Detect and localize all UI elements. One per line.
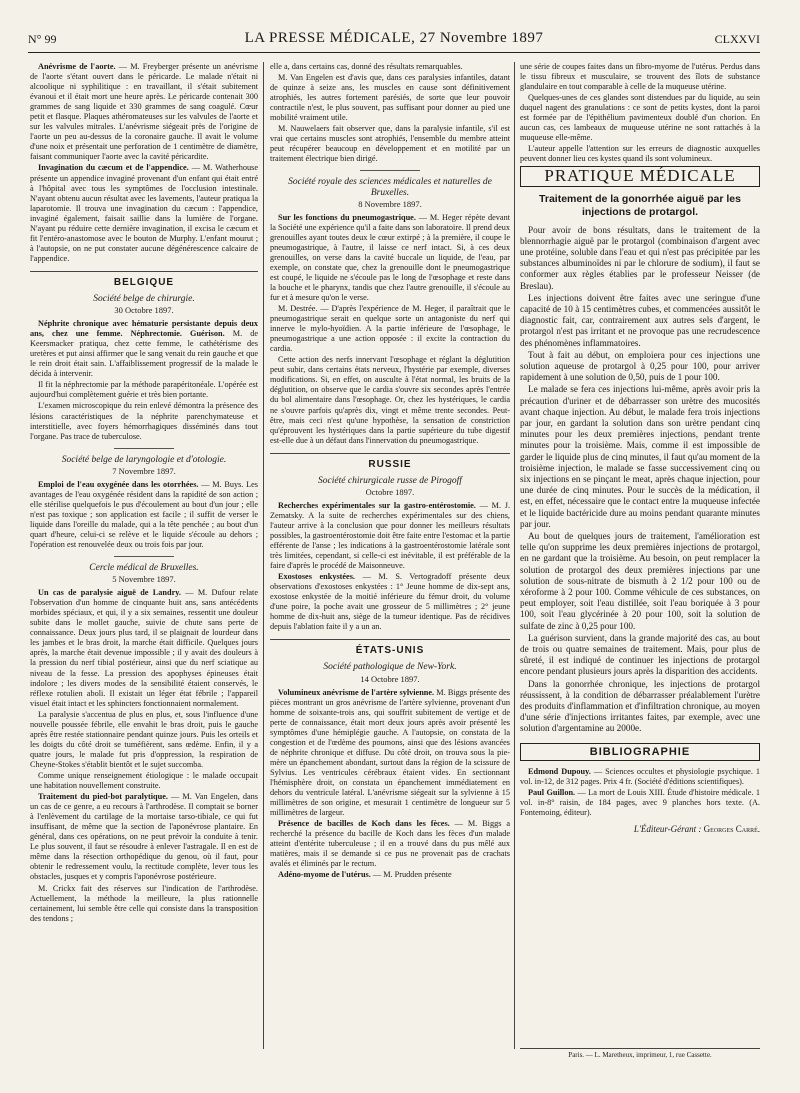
paragraph: L'examen microscopique du rein enlevé démontra la présence des lésions caractéristiques de la néphrite parenchymateuse et interstitielle, avec foyers hémorrhagiques disséminés dans tout l'organe. Pas trace de tuberculose. [30,401,258,441]
section-heading-pratique-medicale: PRATIQUE MÉDICALE [520,166,760,186]
society-name: Société pathologique de New-York. [323,662,457,673]
article-title: Adéno-myome de l'utérus. [278,870,371,880]
paragraph: Le malade se fera ces injections lui-même, après avoir pris la précaution d'uriner et de débarrasser son urètre des mucosités avant chaque injection. Au début, le malade fera trois injections par jour, en gardant la solution dans son urètre pendant cinq minutes pour les deux premières injections, pendant trente minutes pour la troisième. Mais, comme il est impossible de garder le liquide plus de cinq minutes, il faut qu'au moment de la troisième injection, le malade se fasse successivement cinq ou six injections en se pinçant le meat, après chaque injection, pour une durée de cinq minutes. Pour le succès de la médication, il est, en effet, nécessaire que le contact entre la muqueuse infectée et le liquide bactéricide dure au moins pendant quarante minutes par jour. [520,384,760,529]
article [30,319,258,379]
issue-number: N° 99 [28,32,57,46]
article [30,62,258,162]
section-heading-russie: RUSSIE [270,453,510,470]
article-title: Néphrite chronique avec hématurie persistante depuis deux ans, chez une femme. Néphrectomie. Guérison. [30,319,258,339]
society-name: Cercle médical de Bruxelles. [89,563,199,574]
paragraph: M. Crickx fait des réserves sur l'indication de l'arthrodèse. Actuellement, la méthode la meilleure, la plus rationnelle certainement, lui semble être celle qui consiste dans la transposition des tendons ; [30,883,258,923]
section-heading-belgique: BELGIQUE [30,271,258,288]
article-text: — M. Van Engelen, dans un cas de ce genre, a eu recours à l'arthrodèse. Il comptait se borner à l'enlèvement du cartilage de la mortaise tarso-tibiale, ce qui fut insuffisant, de même que la section de l'aponévrose plantaire. En général, dans ces opérations, on ne peut prévoir la conduite à tenir. Le plus souvent, il faut se résoudre à enlever l'astragale. Il en est de même dans la résection orthopédique du genou, où il faut, pour obtenir le redressement voulu, la rectitude complète, lever tous les obstacles, jusques et y compris l'aponévrose postérieure. [30,792,258,882]
article [270,870,510,880]
paragraph: L'auteur appelle l'attention sur les erreurs de diagnostic auxquelles peuvent donner lieu ces kystes quand ils sont volumineux. [520,144,760,164]
column-1 [30,62,258,1047]
publisher-signature [520,824,760,834]
article [30,480,258,550]
gerant-label: L'Éditeur-Gérant : [633,823,702,834]
article-title: Sur les fonctions du pneumogastrique. [278,212,416,222]
article [30,163,258,263]
article [270,819,510,869]
article [270,572,510,632]
article-text: — M. Prudden présente [372,870,452,880]
article-text: — M. Freyberger présente un anévrisme de l'aorte s'étant ouvert dans le péricarde. Le malade n'était ni alcoolique ni syphilitique : en travaillant, il s'était subitement évanoui et il était mort une heure après. Le péricarde contenait 300 grammes de sang liquide et 330 grammes de sang coagulé. Cœur petit et flasque. Plaques athéromateuses sur les valvules de l'aorte et sur les valvules mitrales. L'anévrisme siégeait près de l'origine de l'aorte un peu au-dessus de la coronaire gauche. Il avait le volume d'une noix et présentait une perforation de 1 centimètre de diamètre, faisant communiquer l'aorte avec la cavité péricardite. [30,62,258,162]
session-date: 7 Novembre 1897. [112,465,176,476]
society-name: Société belge de chirurgie. [93,293,195,304]
session-date: 5 Novembre 1897. [112,574,176,585]
paragraph: M. Nauwelaers fait observer que, dans la paralysie infantile, s'il est vrai que certains muscles sont atrophiés, l'ensemble du membre atteint peut récupérer beaucoup en développement et en motilité par un traitement électrique bien dirigé. [270,124,510,164]
entry-author: Paul Guillon. [528,787,576,797]
paragraph: Au bout de quelques jours de traitement, l'amélioration est telle qu'on supprime les deux premières injections de protargol, en ne gardant que la troisième. Au besoin, on peut remplacer la solution de protargol des deux premières injections par une solution de sous-nitrate de bismuth à 2 1/2 pour 100 ou de xéroforme à 2 pour 100. Comme véhicule de ces substances, on peut employer, soit l'eau distillée, soit l'eau boriquée à 3 pour 100, soit l'eau glycérinée à 20 pour 100, soit la solution de sulfate de zinc à 0,25 pour 100. [520,531,760,631]
article-title: Exostoses enkystées. [278,572,355,582]
column-3 [520,62,760,1047]
article-text: — M. Biggs a recherché la présence du bacille de Koch dans les fèces d'un malade atteint d'entérite tuberculeuse ; il en a trouvé dans du pus mêlé aux matières, mais il se demande si ce pus ne provenait pas de crachats avalés et éliminés par le rectum. [270,819,510,869]
column-divider [263,62,264,1049]
society-name: Société chirurgicale russe de Pirogoff [318,475,462,486]
article-title: Emploi de l'eau oxygénée dans les otorrhées. [38,479,199,489]
article [30,792,258,882]
paragraph: Comme unique renseignement étiologique : le malade occupait une habitation nouvellement construite. [30,771,258,791]
article-text: — M. J. Zematsky. A la suite de recherches expérimentales sur des chiens, l'auteur arrive à la conclusion que pour donner les meilleurs résultats possibles, la gastroentérostomie doit être faite entre l'estomac et la partie efférente de l'anse ; les indications à la gastroentérostomie latérale sont très limitées, cependant, si celle-ci est inévitable, il est préférable de la faire d'après le procédé de Maisonneuve. [270,500,510,571]
paragraph: elle a, dans certains cas, donné des résultats remarquables. [270,62,463,71]
page-number: CLXXVI [714,32,760,46]
article-title: Présence de bacilles de Koch dans les fèces. [278,819,450,829]
article-title: Un cas de paralysie aiguë de Landry. [38,588,181,598]
journal-title: LA PRESSE MÉDICALE, 27 Novembre 1897 [244,30,544,46]
paragraph: La paralysie s'accentua de plus en plus, et, sous l'influence d'une nouvelle poussée fébrile, elle envahit le bras droit, puis le gauche après être restée stationnaire pendant quinze jours. Puis les orteils et les doigts du côté droit se tuméfièrent, sans œdème. Enfin, il y a quatre jours, le malade fut pris d'oppression, la respiration de Cheyne-Stokes s'établit bientôt et le sujet succomba. [30,709,258,769]
article-text: — M. Dufour relate l'observation d'un homme de cinquante huit ans, sans antécédents morbides spéciaux, et qui, il y a six semaines, ressentit une douleur subite dans le mollet gauche, suivie de chute sans perte de connaissance. Deux jours plus tard, il se plaignait de lourdeur dans les jambes et le bras droit, la marche était difficile. Quelques jours après, la marche était devenue impossible ; il y avait des douleurs à la pression du nerf tibial postérieur, ainsi que du nerf sciatique au niveau de la fesse. La pression des apophyses épineuses était indolore ; les divers modes de la sensibilité étaient conservés, le réflexe rotulien aboli. Il existait un léger état fébrile ; l'appareil visuel était intact et les sphincters fonctionnaient normalement. [30,588,258,708]
paragraph: M. Van Engelen est d'avis que, dans ces paralysies infantiles, datant de quinze à seize ans, les muscles en cause sont définitivement atrophiés, les autres fortement parésiés, de sorte que leur pouvoir contractile n'est, le plus souvent, pas suffisant pour donner au pied une mobilité vraiment utile. [270,73,510,123]
article [270,501,510,571]
article-text: M. Biggs présente des pièces montrant un gros anévrisme de l'artère sylvienne, provenant d'un homme de soixante-trois ans, qui souffrit subitement de vertige et de perte de connaissance, était mort deux jours après avoir présenté les symptômes d'une hémiplégie gauche. A l'autopsie, on constata de la congestion et de l'œdème des poumons, ainsi que des lésions avancées de néphrite chronique et diffuse. Du côté droit, on trouva sous la pie-mère un épanchement abondant, surtout dans la région de la scissure de Sylvius. Les ventricules cérébraux étaient vides. En sectionnant l'hémisphère droit, on constata un épanchement immédiatement en dehors du ventricule latéral. L'anévrisme siégeait sur la sylvienne à 15 millimètres de son origine, et mesurait 1 centimètre de longueur sur 5 millimètres de largeur. [270,687,510,818]
page-header [28,30,760,53]
society-name: Société belge de laryngologie et d'otologie. [61,454,227,465]
separator [360,170,420,171]
session-date: 8 Novembre 1897. [358,198,422,209]
entry-text: — Sciences occultes et physiologie psychique. 1 vol. in-12, de 312 pages. Prix 4 fr. (Société d'éditions scientifiques). [520,766,760,786]
session-date: 30 Octobre 1897. [114,305,174,316]
article [270,688,510,819]
article-text: — M. S. Vertogradoff présente deux observations d'exostoses enkystées : 1° Jeune homme de dix-sept ans, exostose enkystée de la moitié inférieure du fémur droit, du volume d'une poire, la poche avait une grosseur de 5 millimètres ; 2° jeune homme de dix-huit ans, siège de la tumeur identique. Pas de récidives depuis l'ablation faite il y a un an. [270,572,510,632]
article-heading: Traitement de la gonorrhée aiguë par les injections de protargol. [539,192,741,218]
session-date: 14 Octobre 1897. [360,673,420,684]
section-heading-etats-unis: ÉTATS-UNIS [270,639,510,656]
paragraph: Tout à fait au début, on emploiera pour ces injections une solution aqueuse de protargol à 0,25 pour 100, pour arriver rapidement à une solution de 0,50, puis de 1 pour 100. [520,349,760,383]
separator [114,556,174,557]
bibliography-entry [520,767,760,787]
paragraph: Cette action des nerfs innervant l'œsophage et réglant la déglutition peut subir, dans certains états nerveux, l'hystérie par exemple, diverses modifications. Si, en effet, on ausculte à l'état normal, les bruits de la déglutition, on observe que le cardia s'ouvre six secondes après l'entrée du bol alimentaire dans l'œsophage. Or, chez les hystériques, le cardia ne s'ouvre parfois qu'après dix, vingt et même trente secondes. Peut-être, mais ceci n'est qu'une hypothèse, la sensation de constriction qu'éprouvent les hystériques dans la partie supérieure du tube digestif est-elle due à un défaut dans l'innervation du pneumogastrique. [270,355,510,445]
paragraph: une série de coupes faites dans un fibro-myome de l'utérus. Perdus dans le tissu fibreux et musculaire, se trouvent des îlots de substance glandulaire en tout comparable à celle de la muqueuse utérine. [520,62,760,92]
article-text: — M. Heger répète devant la Société une expérience qu'il a faite dans son laboratoire. Il prend deux grenouilles ayant toutes deux le cœur extirpé ; à la première, il coupe le pneumogastrique, à l'autre, il laisse ce nerf intact. Si, à ces deux grenouilles, on verse dans la cavité buccale un liquide, de l'eau, par exemple, on constate que, chez la grenouille dont le pneumogastrique est coupé, le liquide ne s'écoule pas le long de l'œsophage et reste dans la bouche et le pharynx, tandis que chez l'autre grenouille, il s'écoule au fur et à mesure qu'on le verse. [270,212,510,302]
entry-text: — La mort de Louis XIII. Étude d'histoire médicale. 1 vol. in-8° raisin, de 184 pages, avec 9 planches hors texte. (A. Fontemoing, éditeur). [520,787,760,817]
separator [114,448,174,449]
gerant-name: Georges Carré. [703,823,760,834]
article [30,588,258,709]
article-title: Recherches expérimentales sur la gastro-entérostomie. [278,500,476,510]
paragraph: Il fit la néphrectomie par la méthode parapéritonéale. L'opérée est aujourd'hui complètement guérie et très bien portante. [30,380,258,400]
paragraph: La guérison survient, dans la grande majorité des cas, au bout de trois ou quatre semaines de traitement. Mais, pour plus de sûreté, il est indiqué de continuer les injections de protargol encore pendant plusieurs jours après la disparition des accidents. [520,632,760,677]
article-text: — M. Watherhouse présente un appendice invaginé provenant d'un enfant qui était entré à l'hôpital avec tous les symptômes de l'occlusion intestinale. N'ayant obtenu aucun résultat avec les lavements, l'auteur pratiqua la laparotomie. Il trouva une invagination du cæcum : l'appendice, invaginé également, faisait saillie dans la lumière de l'organe. N'ayant pu réduire cette dernière invagination, il excisa le cæcum et fit l'entéro-anastomose avec le bouton de Murphy. L'enfant mourut ; à l'autopsie, on ne put constater aucune dégénérescence calcaire de l'appendice. [30,163,258,263]
column-divider [514,62,515,1049]
printer-footer: Paris. — L. Maretheux, imprimeur, 1, rue Cassette. [520,1048,760,1059]
paragraph: Les injections doivent être faites avec une seringue d'une capacité de 10 à 15 centimètres cubes, et commencées aussitôt le diagnostic fait, car, contrairement aux autres sels d'argent, le protargol n'est pas irritant et ne provoque pas une recrudescence des phénomènes inflammatoires. [520,292,760,348]
article-text: — M. Buys. Les avantages de l'eau oxygénée résident dans la rapidité de son action ; elle stérilise quelquefois le pus d'écoulement au bout d'un jour ; elle n'est pas toxique ; son application est facile ; il suffit de verser le liquide dans l'oreille du malade, qui a la tête penchée ; au bout d'un quart d'heure, celui-ci se relève et le liquide s'écoule au dehors ; l'opération est renouvelée deux ou trois fois par jour. [30,479,258,550]
section-heading-bibliographie: BIBLIOGRAPHIE [520,743,760,761]
article-title: Traitement du pied-bot paralytique. [38,792,168,802]
paragraph: Quelques-unes de ces glandes sont distendues par du liquide, au sein duquel nagent des granulations : ce sont de petits kystes, dont la paroi est formée par de l'épithélium pavimenteux doublé d'un chorion. En aucun cas, ces lambeaux de muqueuse utérine ne sont rattachés à la muqueuse elle-même. [520,93,760,143]
article-title: Invagination du cæcum et de l'appendice. [38,163,189,173]
column-2 [270,62,510,1047]
paragraph: M. Destrée. — D'après l'expérience de M. Heger, il paraîtrait que le pneumogastrique serait en quelque sorte un antagoniste du nerf qui innerve le mylo-hyoïdien. A la partie inférieure de l'œsophage, le pneumogastrique a une action opposée : il excite la contraction du cardia. [270,304,510,354]
society-name: Société royale des sciences médicales et naturelles de Bruxelles. [288,177,492,198]
entry-author: Edmond Dupouy. [528,766,591,776]
article-title: Anévrisme de l'aorte. [38,62,116,71]
article [270,213,510,303]
article-title: Volumineux anévrisme de l'artère sylvienne. [278,687,435,697]
paragraph: Pour avoir de bons résultats, dans le traitement de la blennorrhagie aiguë par le protargol (combinaison d'argent avec une protéine, soluble dans l'eau et qui n'est pas précipitée par les substances albuminoïdes ni par le chlorure de sodium), il faut se conformer aux règles établies par le professeur Neisser (de Breslau). [520,224,760,291]
session-date: Octobre 1897. [365,486,415,497]
article-text: M. de Keersmacker pratiqua, chez cette femme, le cathétérisme des uretères et put ainsi affirmer que le sang venait du rein gauche et que le rein droit était sain. L'affaiblissement progressif de la malade le décida à intervenir. [30,329,258,379]
paragraph: Dans la gonorrhée chronique, les injections de protargol réussissent, à la condition de débarrasser préalablement l'urètre des produits d'inflammation et d'infiltration chronique, au moyen d'une série d'injections irritantes faites, par exemple, avec une solution d'argentamine au 2000e. [520,678,760,734]
bibliography-entry [520,788,760,818]
